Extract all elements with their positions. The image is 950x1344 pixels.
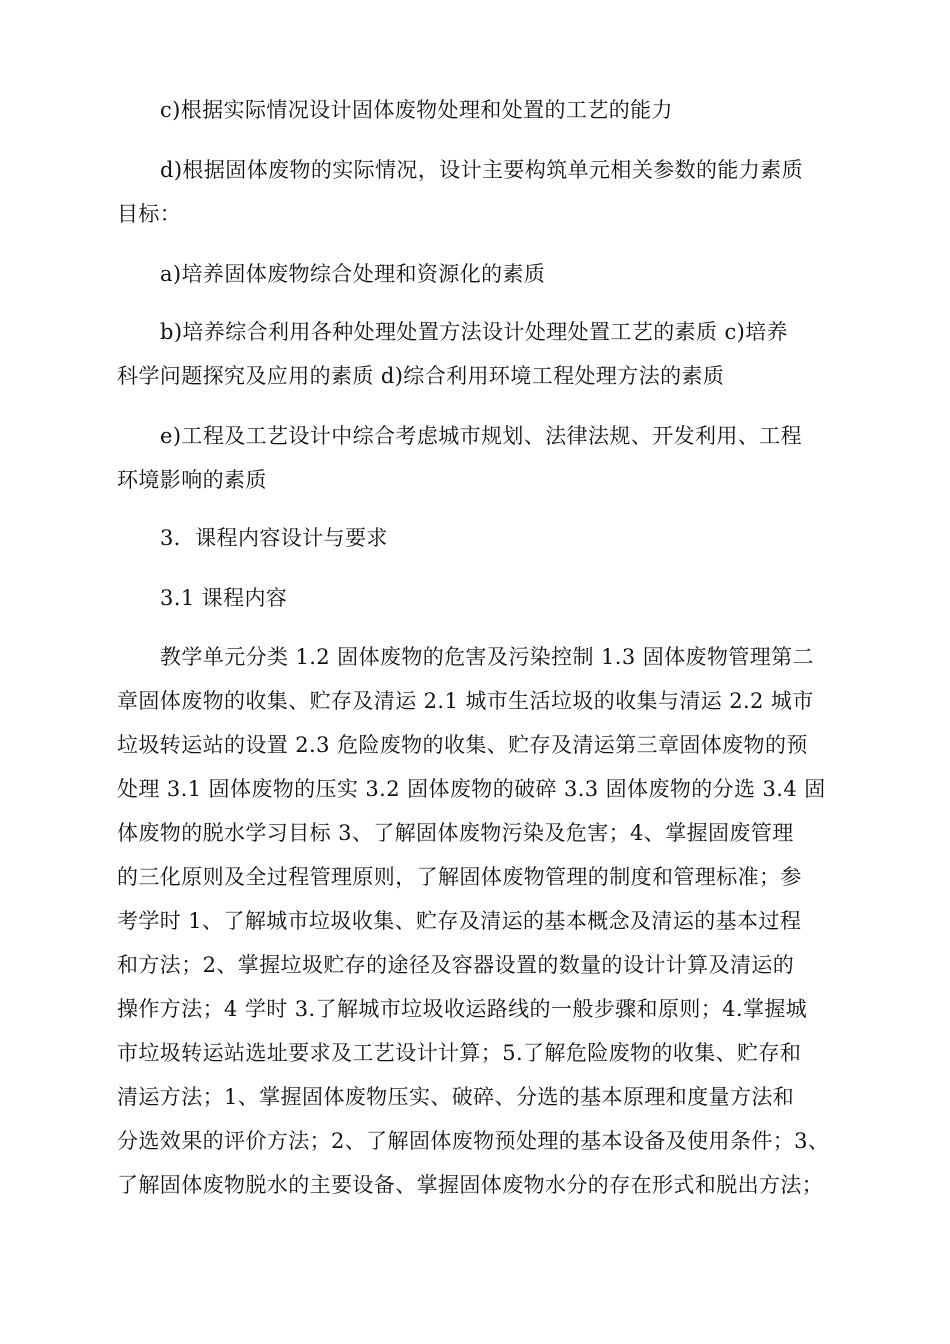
text-line: 处理 3.1 固体废物的压实 3.2 固体废物的破碎 3.3 固体废物的分选 3.4 固 — [117, 777, 826, 801]
text-line: b)培养综合利用各种处理处置方法设计处理处置工艺的素质 c)培养 — [160, 320, 789, 344]
text-line: 考学时 1、了解城市垃圾收集、贮存及清运的基本概念及清运的基本过程 — [117, 909, 802, 933]
text-line: 科学问题探究及应用的素质 d)综合利用环境工程处理方法的素质 — [117, 364, 725, 388]
text-line: 的三化原则及全过程管理原则，了解固体废物管理的制度和管理标准；参 — [117, 865, 802, 889]
text-line: 教学单元分类 1.2 固体废物的危害及污染控制 1.3 固体废物管理第二 — [160, 645, 814, 669]
subsection-heading: 3.1 课程内容 — [160, 586, 288, 610]
text-line: 清运方法；1、掌握固体废物压实、破碎、分选的基本原理和度量方法和 — [117, 1085, 795, 1109]
text-line: 市垃圾转运站选址要求及工艺设计计算；5.了解危险废物的收集、贮存和 — [117, 1041, 802, 1065]
text-line: d)根据固体废物的实际情况，设计主要构筑单元相关参数的能力素质 — [160, 158, 804, 182]
text-line: c)根据实际情况设计固体废物处理和处置的工艺的能力 — [160, 98, 673, 122]
text-line: 和方法；2、掌握垃圾贮存的途径及容器设置的数量的设计计算及清运的 — [117, 953, 795, 977]
text-line: a)培养固体废物综合处理和资源化的素质 — [160, 262, 546, 286]
text-line: 垃圾转运站的设置 2.3 危险废物的收集、贮存及清运第三章固体废物的预 — [117, 733, 808, 757]
text-line: 操作方法；4 学时 3.了解城市垃圾收运路线的一般步骤和原则；4.掌握城 — [117, 997, 808, 1021]
text-line: 环境影响的素质 — [117, 468, 267, 492]
text-line: e)工程及工艺设计中综合考虑城市规划、法律法规、开发利用、工程 — [160, 424, 803, 448]
text-line: 章固体废物的收集、贮存及清运 2.1 城市生活垃圾的收集与清运 2.2 城市 — [117, 689, 814, 713]
text-line: 分选效果的评价方法；2、了解固体废物预处理的基本设备及使用条件；3、 — [117, 1129, 830, 1153]
text-line: 目标： — [117, 202, 182, 226]
section-heading: 3．课程内容设计与要求 — [160, 526, 388, 550]
text-line: 了解固体废物脱水的主要设备、掌握固体废物水分的存在形式和脱出方法； — [117, 1173, 824, 1197]
text-line: 体废物的脱水学习目标 3、了解固体废物污染及危害；4、掌握固废管理 — [117, 821, 794, 845]
